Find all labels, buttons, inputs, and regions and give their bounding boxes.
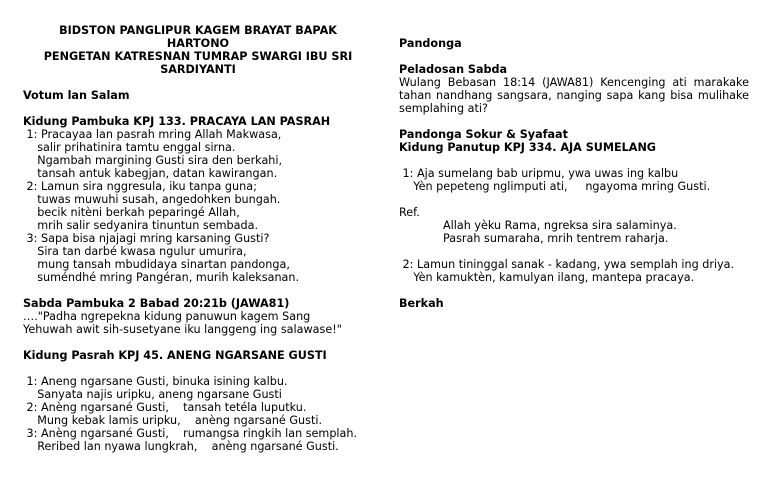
refrain-lyrics xyxy=(399,219,749,245)
title-line: HARTONO xyxy=(166,37,230,50)
lyric-line: tansah antuk kabegjan, datan kawirangan. xyxy=(23,167,278,180)
lyric-line: Mung kebak lamis uripku, anèng ngarsané Gusti. xyxy=(23,414,323,427)
lyric-line: Reribed lan nyawa lungkrah, anèng ngarsané Gusti. xyxy=(23,440,339,453)
lyric-line: Ngambah margining Gusti sira den berkahi, xyxy=(23,154,283,167)
lyric-line: mrih salir sedyanira tinuntun sembada. xyxy=(23,219,259,232)
lyric-line: 1: Aneng ngarsane Gusti, binuka isining kalbu. xyxy=(23,375,288,388)
lyric-line: Pasrah sumaraha, mrih tentrem raharja. xyxy=(443,232,669,245)
kidung-pasrah-lyrics xyxy=(23,375,373,453)
lyric-line: Yèn pepeteng nglimputi ati, ngayoma mring Gusti. xyxy=(399,180,711,193)
document-title xyxy=(23,24,373,76)
kidung-pambuka-lyrics xyxy=(23,128,373,284)
title-line: BIDSTON PANGLIPUR KAGEM BRAYAT BAPAK xyxy=(59,24,337,37)
sabda-pambuka-text xyxy=(23,310,373,336)
berkah-heading: Berkah xyxy=(399,297,444,310)
kidung-panutup-verse-2 xyxy=(399,258,749,284)
lyric-line: Allah yèku Rama, ngreksa sira salaminya. xyxy=(443,219,677,232)
peladosan-heading: Peladosan Sabda xyxy=(399,63,508,76)
kidung-panutup-verse-1 xyxy=(399,167,749,193)
title-line: SARDIYANTI xyxy=(160,63,236,76)
lyric-line: tuwas muwuhi susah, angedohken bungah. xyxy=(23,193,281,206)
kidung-panutup-heading: Kidung Panutup KPJ 334. AJA SUMELANG xyxy=(399,141,656,154)
lyric-line: 1: Pracayaa lan pasrah mring Allah Makwasa, xyxy=(23,128,282,141)
sabda-pambuka-heading: Sabda Pambuka 2 Babad 20:21b (JAWA81) xyxy=(23,297,290,310)
lyric-line: Yèn kamuktèn, kamulyan ilang, mantepa pracaya. xyxy=(399,271,695,284)
lyric-line: Sanyata najis uripku, aneng ngarsane Gusti xyxy=(23,388,282,401)
refrain-label: Ref. xyxy=(399,206,420,219)
votum-heading: Votum lan Salam xyxy=(23,89,130,102)
lyric-line: 2: Lamun tininggal sanak - kadang, ywa semplah ing driya. xyxy=(399,258,735,271)
kidung-pambuka-heading: Kidung Pambuka KPJ 133. PRACAYA LAN PASRAH xyxy=(23,115,331,128)
scripture-line: Yehuwah awit sih-susetyane iku langgeng ing salawase!" xyxy=(23,323,342,336)
lyric-line: 2: Anèng ngarsané Gusti, tansah tetéla luputku. xyxy=(23,401,307,414)
left-column xyxy=(23,0,373,453)
right-column xyxy=(399,0,749,310)
peladosan-text: Wulang Bebasan 18:14 (JAWA81) Kencenging ati marakake tahan nandhang sangsara, nanging sapa kang bisa mulihake semplahing ati? xyxy=(399,76,749,115)
lyric-line: 3: Sapa bisa njajagi mring karsaning Gusti? xyxy=(23,232,270,245)
lyric-line: salir prihatinira tamtu enggal sirna. xyxy=(23,141,236,154)
pandonga-heading: Pandonga xyxy=(399,37,462,50)
lyric-line: 3: Anèng ngarsané Gusti, rumangsa ringkih lan semplah. xyxy=(23,427,358,440)
lyric-line: mung tansah mbudidaya sinartan pandonga, xyxy=(23,258,290,271)
lyric-line: 1: Aja sumelang bab uripmu, ywa uwas ing kalbu xyxy=(399,167,679,180)
kidung-pasrah-heading: Kidung Pasrah KPJ 45. ANENG NGARSANE GUSTI xyxy=(23,349,327,362)
lyric-line: Sira tan darbé kwasa ngulur umurira, xyxy=(23,245,247,258)
scripture-line: …."Padha ngrepekna kidung panuwun kagem Sang xyxy=(23,310,311,323)
title-line: PENGETAN KATRESNAN TUMRAP SWARGI IBU SRI xyxy=(43,50,353,63)
pandonga-sokur-heading: Pandonga Sokur & Syafaat xyxy=(399,128,568,141)
lyric-line: suméndhé mring Pangéran, murih kaleksanan. xyxy=(23,271,300,284)
lyric-line: 2: Lamun sira nggresula, iku tanpa guna; xyxy=(23,180,257,193)
lyric-line: becik nitèni berkah peparingé Allah, xyxy=(23,206,240,219)
